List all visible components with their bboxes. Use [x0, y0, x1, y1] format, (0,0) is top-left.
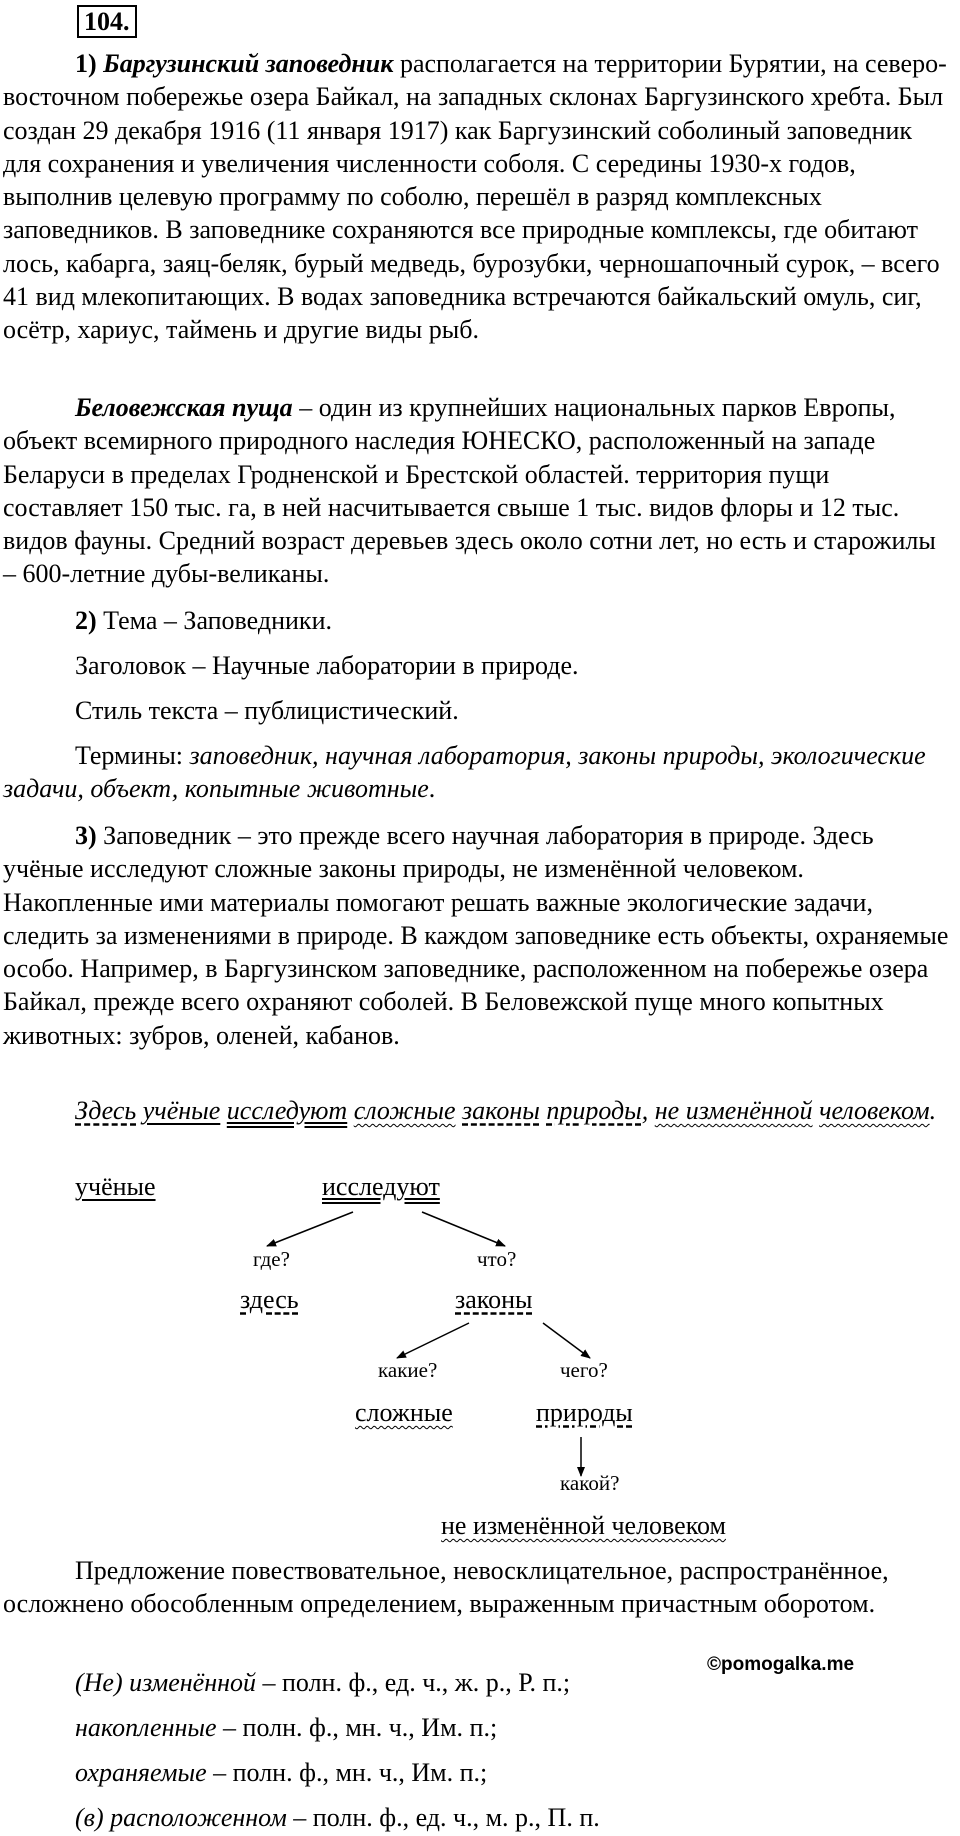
paragraph-text: располагается на территории Бурятии, на северо-восточном побережье озера Байкал, на западных склонах Баргузинского хребта. Был создан 29 декабря 1916 (11 января 1917) как Баргузинский соболиный заповедник для сохранения и увеличения численности соболя. С середины 1930-х годов, выполнив целевую программу по соболю, перешёл в разряд комплексных заповедников. В заповеднике сохраняются все природные комплексы, где обитают лось, кабарга, заяц-беляк, бурый медведь, бурозубки, черношапочный сурок, – всего 41 вид млекопитающих. В водах заповедника встречаются байкальский омуль, сиг, осётр, хариус, таймень и другие виды рыб. — [3, 49, 947, 345]
terms-list: заповедник, научная лаборатория, законы природы, экологические задачи, объект, копытные животные — [3, 741, 926, 804]
participle-phrase: не изменённой — [654, 1096, 813, 1125]
question-whose: чего? — [560, 1358, 608, 1382]
arrow-to-where — [267, 1212, 353, 1246]
adverbial-here: Здесь — [75, 1096, 137, 1125]
terms-label: Термины: — [75, 741, 190, 770]
question-what: что? — [477, 1247, 517, 1271]
analyzed-sentence: Здесь учёные исследуют сложные законы природы, не изменённой человеком. — [75, 1096, 937, 1125]
subject-word: учёные — [142, 1096, 221, 1125]
term-belovezh: Беловежская пуща — [75, 393, 293, 422]
question-where: где? — [253, 1247, 290, 1271]
form-line-2: накопленные – полн. ф., мн. ч., Им. п.; — [75, 1713, 498, 1742]
arrow-to-whose — [543, 1323, 590, 1358]
exercise-number: 104. — [77, 5, 137, 38]
scheme-participle-phrase: не изменённой человеком — [441, 1511, 726, 1540]
object-word: законы — [462, 1096, 540, 1125]
object-word-2: природы — [546, 1096, 642, 1125]
question-which2: какой? — [560, 1471, 620, 1495]
conclusion-paragraph: Предложение повествовательное, невосклицательное, распространённое, осложнено обособленным определением, выраженным причастным оборотом. — [3, 1556, 889, 1619]
form-line-4: (в) расположенном – полн. ф., ед. ч., м. р., П. п. — [75, 1803, 600, 1832]
terms-paragraph: Термины: заповедник, научная лаборатория, законы природы, экологические задачи, объект, копытные животные. — [3, 741, 926, 804]
scheme-laws: законы — [455, 1285, 533, 1314]
part-label: 2) — [75, 606, 97, 635]
topic-line: 2) Тема – Заповедники. — [75, 606, 332, 635]
form-line-1: (Не) изменённой – полн. ф., ед. ч., ж. р., Р. п.; — [75, 1668, 571, 1697]
predicate-word: исследуют — [226, 1096, 348, 1125]
part-label: 1) — [75, 49, 97, 78]
scheme-predicate: исследуют — [322, 1172, 440, 1201]
scheme-nature: природы — [536, 1398, 633, 1427]
part-label: 3) — [75, 821, 97, 850]
arrow-to-which — [397, 1323, 469, 1358]
attribute-word: сложные — [353, 1096, 456, 1125]
paragraph-text: Заповедник – это прежде всего научная лаборатория в природе. Здесь учёные исследуют сложные законы природы, не изменённой человеком. Накопленные ими материалы помогают решать важные экологические задачи, следить за изменениями в природе. В каждом заповеднике есть объекты, охраняемые особо. Например, в Баргузинском заповеднике, расположенном на побережье озера Байкал, прежде всего охраняют соболей. В Беловежской пуще много копытных животных: зубров, оленей, кабанов. — [3, 821, 949, 1050]
arrow-to-what — [422, 1212, 505, 1246]
question-which: какие? — [378, 1358, 438, 1382]
paragraph-text: – один из крупнейших национальных парков Европы, объект всемирного природного наследия ЮНЕСКО, расположенный на западе Беларуси в пределах Гродненской и Брестской областей. территория пущи составляет 150 тыс. га, в ней насчитывается свыше 1 тыс. видов флоры и 12 тыс. видов фауны. Средний возраст деревьев здесь около сотни лет, но есть и старожилы – 600-летние дубы-великаны. — [3, 393, 936, 589]
heading-line: Заголовок – Научные лаборатории в природе. — [75, 651, 579, 680]
scheme-subject: учёные — [75, 1172, 156, 1201]
scheme-here: здесь — [240, 1285, 299, 1314]
term-barguzin: Баргузинский заповедник — [103, 49, 394, 78]
style-line: Стиль текста – публицистический. — [75, 696, 459, 725]
form-line-3: охраняемые – полн. ф., мн. ч., Им. п.; — [75, 1758, 488, 1787]
watermark: ©pomogalka.me — [707, 1654, 855, 1675]
scheme-complex: сложные — [355, 1398, 453, 1427]
participle-phrase-end: человеком — [819, 1096, 930, 1125]
